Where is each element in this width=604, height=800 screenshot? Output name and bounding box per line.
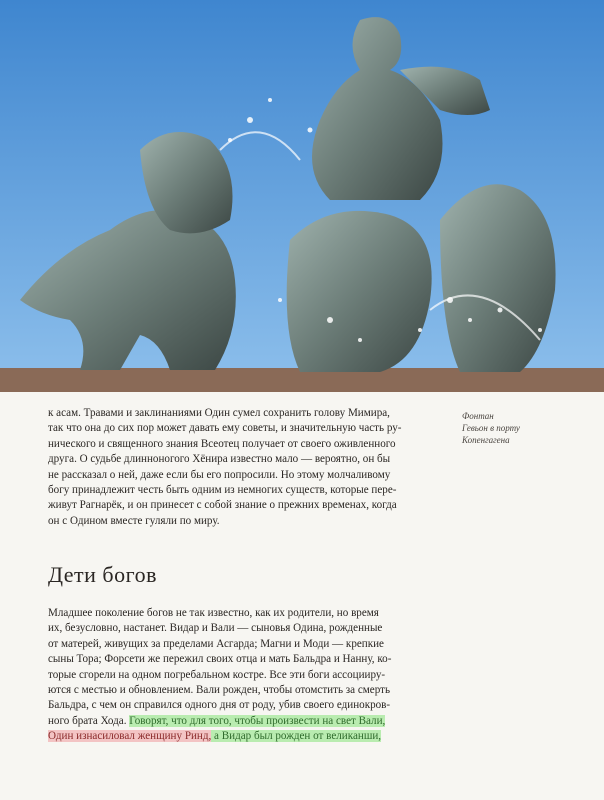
- section-heading: Дети богов: [48, 562, 157, 587]
- text-line: [48, 714, 448, 729]
- text-line: так что она до сих пор может давать ему советы, и значительную часть ру-: [48, 422, 402, 435]
- text-line: ются с местью и обновлением. Вали рожден, чтобы отомстить за смерть: [48, 684, 391, 697]
- caption-line: Фонтан: [462, 411, 494, 421]
- text-line: [48, 729, 448, 744]
- gefion-fountain-illustration: [0, 0, 604, 392]
- text-line: их, безусловно, настанет. Видар и Вали — сыновья Одина, рожденные: [48, 622, 383, 635]
- highlight-pink[interactable]: Один изнасиловал женщину Ринд,: [48, 730, 212, 743]
- paragraph-mimir-hoenir: [48, 406, 443, 529]
- text-line: живут Рагнарёк, и он принесет с собой знание о прежних временах, когда: [48, 499, 397, 512]
- photo-caption: [462, 410, 582, 446]
- text-line: не рассказал о ней, даже если бы его попросили. Но этому молчаливому: [48, 468, 391, 481]
- text-line: он с Одином вместе гуляли по миру.: [48, 514, 220, 527]
- text-line: богу принадлежит честь быть одним из немногих существ, которые пере-: [48, 484, 397, 497]
- caption-line: Копенгагена: [462, 435, 510, 445]
- text-line: Младшее поколение богов не так известно, как их родители, но время: [48, 607, 379, 619]
- text-line: нического и священного знания Всеотец получает от своего оживленного: [48, 437, 396, 450]
- text-line: Бальдра, с чем он справился одного дня от роду, убив своего единокров-: [48, 699, 391, 712]
- text-line: сыны Тора; Форсети же пережил своих отца и мать Бальдра и Нанну, ко-: [48, 653, 392, 666]
- fountain-photo: [0, 0, 604, 392]
- text-line: торые сгорели на одном погребальном костре. Все эти боги ассоцииру-: [48, 668, 386, 681]
- highlight-green[interactable]: а Видар был рожден от великанши,: [211, 730, 382, 743]
- caption-line: Гевьон в порту: [462, 423, 520, 433]
- text-line: от матерей, живущих за пределами Асгарда; Магни и Моди — крепкие: [48, 637, 384, 650]
- paragraph-children-of-gods: [48, 606, 448, 745]
- text-line: друга. О судьбе длинноногого Хёнира известно мало — вероятно, он бы: [48, 453, 391, 466]
- plain-text: ного брата Хода.: [48, 714, 130, 727]
- highlight-green[interactable]: Говорят, что для того, чтобы произвести на свет Вали,: [129, 714, 386, 727]
- text-line: к асам. Травами и заклинаниями Один сумел сохранить голову Мимира,: [48, 407, 390, 419]
